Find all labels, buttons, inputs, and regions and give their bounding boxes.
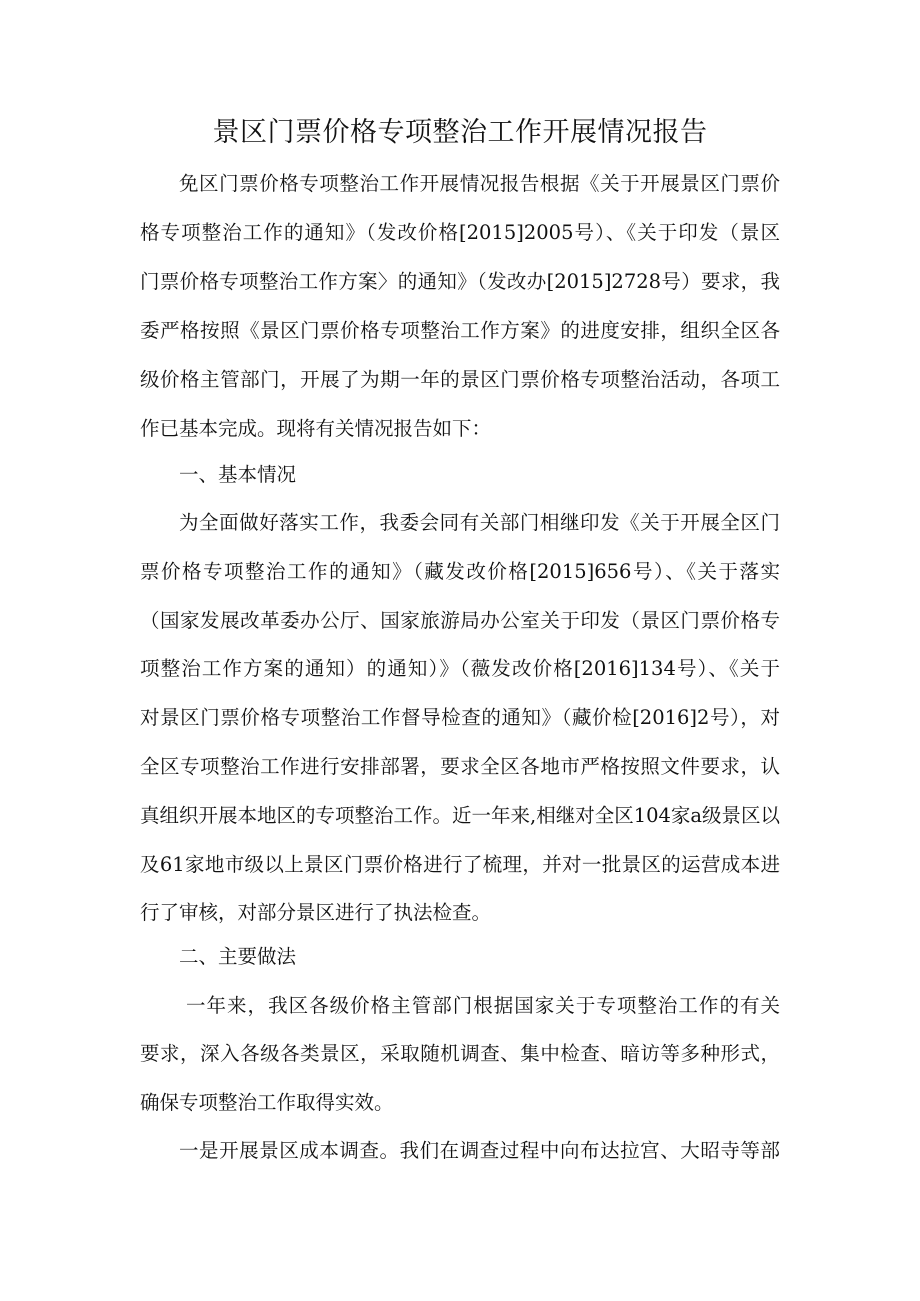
section-heading-practices: 二、主要做法 [179,945,297,968]
intro-line-4: 委严格按照《景区门票价格专项整治工作方案》的进度安排，组织全区各 [140,319,780,342]
section-heading-basic: 一、基本情况 [179,463,297,486]
section1-line-2: 票价格专项整治工作的通知》（藏发改价格[2015]656号）、《关于落实 [140,560,780,583]
section2-line-3: 确保专项整治工作取得实效。 [140,1091,394,1114]
intro-line-3: 门票价格专项整治工作方案〉的通知》（发改办[2015]2728号）要求，我 [140,270,780,293]
section2-line-2: 要求，深入各级各类景区，采取随机调查、集中检查、暗访等多种形式， [140,1042,780,1065]
section1-line-6: 全区专项整治工作进行安排部署，要求全区各地市严格按照文件要求，认 [140,755,780,778]
section2-line-1: 一年来，我区各级价格主管部门根据国家关于专项整治工作的有关 [186,994,780,1017]
intro-line-5: 级价格主管部门，开展了为期一年的景区门票价格专项整治活动，各项工 [140,368,780,391]
section1-line-7: 真组织开展本地区的专项整治工作。近一年来,相继对全区104家a级景区以 [140,804,781,827]
section1-line-4: 项整治工作方案的通知）的通知）》（薇发改价格[2016]134号）、《关于 [140,657,780,680]
section3-line-1: 一是开展景区成本调查。我们在调查过程中向布达拉宫、大昭寺等部 [179,1139,780,1162]
section1-line-9: 行了审核，对部分景区进行了执法检查。 [140,901,492,924]
intro-line-6: 作已基本完成。现将有关情况报告如下： [140,417,492,440]
section1-line-1: 为全面做好落实工作，我委会同有关部门相继印发《关于开展全区门 [179,511,780,534]
section1-line-8: 及61家地市级以上景区门票价格进行了梳理，并对一批景区的运营成本进 [140,853,780,876]
section1-line-5: 对景区门票价格专项整治工作督导检查的通知》（藏价检[2016]2号），对 [140,706,780,729]
document-title: 景区门票价格专项整治工作开展情况报告 [212,117,708,148]
section1-line-3: （国家发展改革委办公厅、国家旅游局办公室关于印发（景区门票价格专 [140,609,780,632]
intro-line-1: 免区门票价格专项整治工作开展情况报告根据《关于开展景区门票价 [179,172,780,195]
intro-line-2: 格专项整治工作的通知》（发改价格[2015]2005号）、《关于印发（景区 [140,221,780,244]
